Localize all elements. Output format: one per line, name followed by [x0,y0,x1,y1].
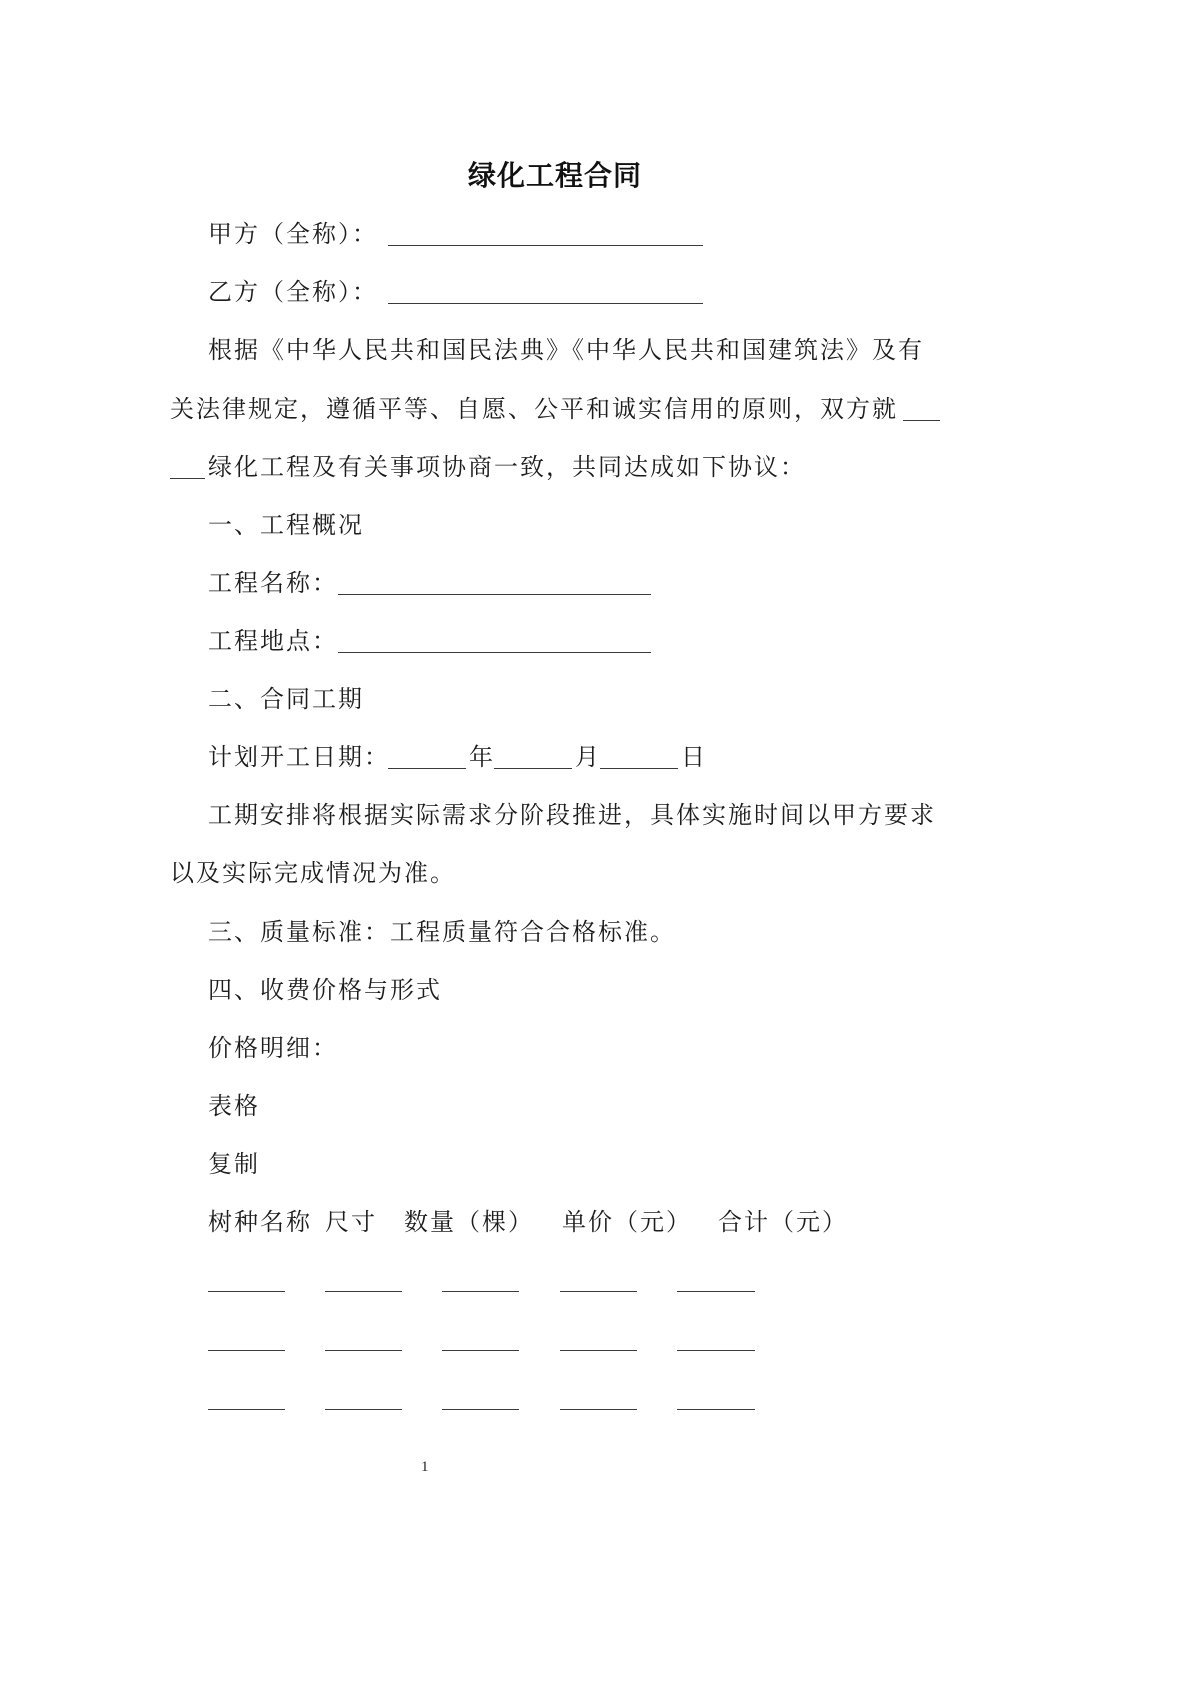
table-cell [208,1350,285,1351]
party-a-label: 甲方（全称）： [208,220,378,248]
table-cell [560,1409,637,1410]
party-b-label: 乙方（全称）： [208,278,378,306]
table-cell [325,1291,402,1292]
table-header-cell: 数量（棵） [404,1208,534,1236]
table-cell [560,1291,637,1292]
table-cell [208,1291,285,1292]
preamble-line: 绿化工程及有关事项协商一致，共同达成如下协议： [208,453,806,481]
price-detail-label: 价格明细： [208,1034,338,1062]
start-month-blank [494,768,572,769]
table-cell [677,1409,755,1410]
month-unit: 月 [575,743,601,771]
project-name-label: 工程名称： [208,569,338,597]
table-cell [677,1291,755,1292]
project-location-field [338,652,651,653]
party-a-blank [388,245,703,246]
table-caption: 表格 [208,1092,260,1120]
project-location-label: 工程地点： [208,627,338,655]
table-header-cell: 尺寸 [325,1208,377,1236]
day-unit: 日 [681,743,707,771]
project-name-field [338,594,651,595]
table-header-cell: 树种名称 [208,1208,312,1236]
schedule-note-line: 以及实际完成情况为准。 [170,859,456,887]
table-header-cell: 合计（元） [718,1208,848,1236]
preamble-line: 根据《中华人民共和国民法典》《中华人民共和国建筑法》及有 [208,336,924,364]
table-cell [208,1409,285,1410]
project-name-blank-continued [170,478,205,479]
title-container [170,159,940,193]
document-title: 绿化工程合同 [467,159,642,192]
page-number: 1 [421,1459,429,1475]
section-heading: 二、合同工期 [208,685,364,713]
start-year-blank [388,768,466,769]
table-cell [677,1350,755,1351]
preamble-line: 关法律规定，遵循平等、自愿、公平和诚实信用的原则，双方就 [170,395,898,423]
table-cell [442,1350,519,1351]
table-cell [442,1291,519,1292]
project-name-blank [903,420,940,421]
table-header-cell: 单价（元） [562,1208,692,1236]
section-heading: 一、工程概况 [208,511,364,539]
start-date-label: 计划开工日期： [208,743,390,771]
table-cell [442,1409,519,1410]
table-cell [560,1350,637,1351]
copy-label: 复制 [208,1150,260,1178]
party-b-blank [388,303,703,304]
table-cell [325,1350,402,1351]
table-cell [325,1409,402,1410]
year-unit: 年 [469,743,495,771]
section-heading: 四、收费价格与形式 [208,976,442,1004]
schedule-note-line: 工期安排将根据实际需求分阶段推进，具体实施时间以甲方要求 [208,801,936,829]
quality-standard-text: 三、质量标准：工程质量符合合格标准。 [208,918,676,946]
start-day-blank [600,768,678,769]
